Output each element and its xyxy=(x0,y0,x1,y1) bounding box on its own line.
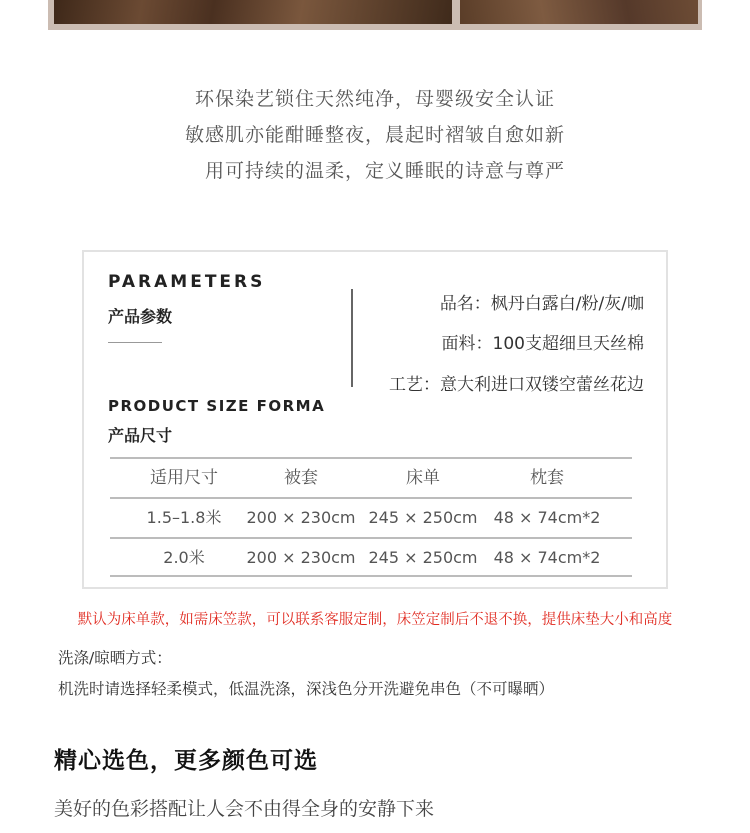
parameters-panel xyxy=(82,250,668,589)
product-craft: 工艺：意大利进口双镂空蕾丝花边 xyxy=(389,375,644,395)
intro-line-3: 用可持续的温柔，定义睡眠的诗意与尊严 xyxy=(204,160,565,182)
size-table xyxy=(110,457,632,577)
table-cell: 245 × 250cm xyxy=(368,548,478,567)
table-cell: 2.0米 xyxy=(163,548,205,567)
table-row xyxy=(110,537,632,577)
intro-line-2: 敏感肌亦能酣睡整夜，晨起时褶皱自愈如新 xyxy=(184,124,565,146)
table-row xyxy=(110,497,632,537)
parameters-title-en: PARAMETERS xyxy=(108,272,266,292)
wash-instructions: 机洗时请选择轻柔模式，低温洗涤，深浅色分开洗避免串色（不可曝晒） xyxy=(58,680,555,698)
table-cell: 48 × 74cm*2 xyxy=(493,508,601,527)
wash-title: 洗涤/晾晒方式： xyxy=(58,649,172,667)
header-cell-pillowcase: 枕套 xyxy=(530,468,564,488)
color-section-text: 美好的色彩搭配让人会不由得全身的安静下来 xyxy=(54,798,435,820)
intro-line-1: 环保染艺锁住天然纯净，母婴级安全认证 xyxy=(194,88,555,110)
parameters-underline xyxy=(108,342,162,343)
product-fabric: 面料：100支超细旦天丝棉 xyxy=(441,334,644,354)
parameters-divider xyxy=(351,289,353,387)
product-name: 品名：枫丹白露白/粉/灰/咖 xyxy=(439,294,644,314)
product-photo-strip xyxy=(48,0,702,30)
size-title-cn: 产品尺寸 xyxy=(108,426,173,445)
size-title-en: PRODUCT SIZE FORMA xyxy=(108,397,326,415)
header-cell-duvet: 被套 xyxy=(284,468,318,488)
size-table-header xyxy=(110,457,632,497)
table-cell: 245 × 250cm xyxy=(368,508,478,527)
header-cell-sheet: 床单 xyxy=(406,468,440,488)
table-cell: 200 × 230cm xyxy=(246,508,356,527)
product-photo-right xyxy=(460,0,698,24)
table-cell: 1.5–1.8米 xyxy=(146,508,222,527)
color-section-title: 精心选色，更多颜色可选 xyxy=(54,748,318,774)
header-cell-size: 适用尺寸 xyxy=(150,468,218,488)
custom-order-notice: 默认为床单款，如需床笠款，可以联系客服定制，床笠定制后不退不换，提供床垫大小和高度 xyxy=(77,612,673,628)
table-cell: 200 × 230cm xyxy=(246,548,356,567)
parameters-title-cn: 产品参数 xyxy=(108,307,173,326)
table-cell: 48 × 74cm*2 xyxy=(493,548,601,567)
product-photo-left xyxy=(54,0,452,24)
